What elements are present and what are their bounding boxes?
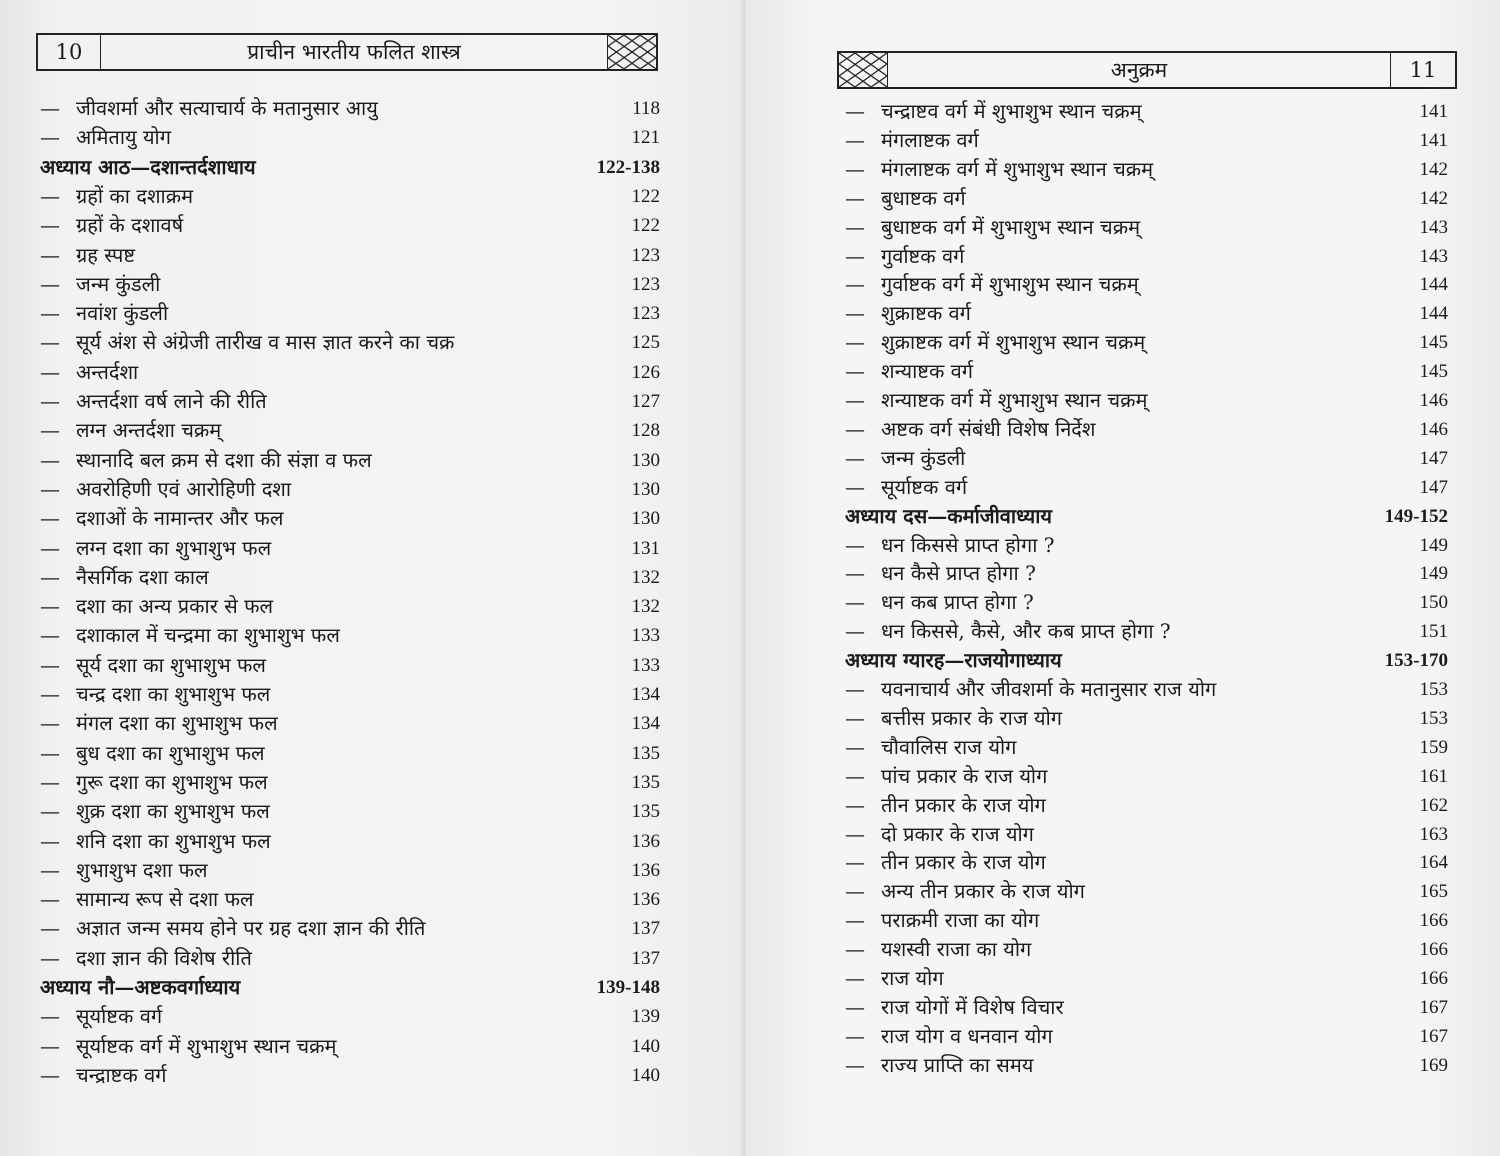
toc-entry-title: — तीन प्रकार के राज योग xyxy=(845,791,1046,820)
toc-entry xyxy=(40,475,660,504)
toc-entry xyxy=(845,444,1448,473)
toc-entry-title: — शुक्र दशा का शुभाशुभ फल xyxy=(40,797,270,826)
toc-entry xyxy=(845,848,1448,877)
toc-entry xyxy=(845,357,1448,386)
toc-entry xyxy=(845,964,1448,993)
toc-entry-page: 143 xyxy=(1419,216,1448,238)
toc-entry xyxy=(845,993,1448,1022)
toc-entry xyxy=(40,328,660,357)
toc-entry-title: — दशाकाल में चन्द्रमा का शुभाशुभ फल xyxy=(40,621,340,650)
toc-entry-page: 166 xyxy=(1419,939,1448,961)
toc-entry-page: 167 xyxy=(1419,996,1448,1018)
toc-entry-page: 149 xyxy=(1419,563,1448,585)
toc-entry-page: 144 xyxy=(1419,274,1448,296)
left-page-header xyxy=(36,33,658,71)
toc-chapter-heading xyxy=(40,153,660,182)
toc-entry-page: 139 xyxy=(631,1006,660,1028)
toc-entry-title: — शनि दशा का शुभाशुभ फल xyxy=(40,827,271,856)
toc-entry-title: — यशस्वी राजा का योग xyxy=(845,935,1031,964)
toc-entry-page: 145 xyxy=(1419,332,1448,354)
toc-entry-title: — ग्रह स्पष्ट xyxy=(40,241,135,270)
toc-entry xyxy=(40,563,660,592)
toc-entry xyxy=(40,827,660,856)
left-running-title: प्राचीन भारतीय फलित शास्त्र xyxy=(101,35,608,69)
right-running-title: अनुक्रम xyxy=(888,53,1391,87)
toc-entry xyxy=(845,559,1448,588)
toc-chapter-heading xyxy=(40,973,660,1002)
toc-entry-title: — जन्म कुंडली xyxy=(845,444,965,473)
right-page xyxy=(745,0,1500,1156)
toc-entry-page: 130 xyxy=(631,508,660,530)
toc-entry xyxy=(845,473,1448,502)
toc-entry-title: — गुर्वाष्टक वर्ग में शुभाशुभ स्थान चक्रम् xyxy=(845,270,1139,299)
toc-entry-page: 130 xyxy=(631,478,660,500)
toc-entry-page: 130 xyxy=(631,449,660,471)
toc-entry-page: 167 xyxy=(1419,1025,1448,1047)
toc-entry-page: 146 xyxy=(1419,390,1448,411)
toc-entry-title: — ग्रहों का दशाक्रम xyxy=(40,182,193,211)
toc-entry-title: — चन्द्राष्टव वर्ग में शुभाशुभ स्थान चक्रम् xyxy=(845,97,1142,126)
toc-entry-title: — धन किससे प्राप्त होगा ? xyxy=(845,531,1055,560)
toc-entry xyxy=(40,1032,660,1061)
toc-entry-title: — बत्तीस प्रकार के राज योग xyxy=(845,704,1062,733)
right-page-header xyxy=(837,51,1457,89)
toc-entry-title: — जीवशर्मा और सत्याचार्य के मतानुसार आयु xyxy=(40,94,378,123)
toc-entry xyxy=(845,531,1448,560)
toc-entry-title: अध्याय आठ—दशान्तर्दशाधाय xyxy=(40,154,256,179)
toc-entry xyxy=(845,155,1448,184)
toc-entry xyxy=(845,328,1448,357)
toc-entry-title: — शुक्राष्टक वर्ग में शुभाशुभ स्थान चक्रम् xyxy=(845,328,1145,357)
toc-entry-title: — यवनाचार्य और जीवशर्मा के मतानुसार राज योग xyxy=(845,675,1216,704)
toc-entry xyxy=(845,213,1448,242)
toc-entry-title: — सूर्य अंश से अंग्रेजी तारीख व मास ज्ञात करने का चक्र xyxy=(40,328,454,357)
toc-entry-page: 153 xyxy=(1419,707,1448,729)
toc-entry-page: 123 xyxy=(631,244,660,266)
toc-entry xyxy=(40,944,660,973)
toc-entry xyxy=(40,387,660,416)
toc-entry xyxy=(845,617,1448,646)
toc-entry xyxy=(40,914,660,943)
toc-entry-title: — राज योग व धनवान योग xyxy=(845,1022,1053,1051)
toc-entry-page: 153 xyxy=(1419,679,1448,700)
toc-entry-page: 145 xyxy=(1419,361,1448,383)
toc-entry-title: — धन कैसे प्राप्त होगा ? xyxy=(845,559,1036,588)
toc-entry-page: 147 xyxy=(1419,476,1448,498)
toc-entry-page: 142 xyxy=(1419,187,1448,209)
toc-entry-title: — अन्तर्दशा xyxy=(40,358,138,387)
toc-entry-page: 159 xyxy=(1419,736,1448,758)
toc-entry-title: — दशा का अन्य प्रकार से फल xyxy=(40,592,273,621)
toc-entry-title: — दशा ज्ञान की विशेष रीति xyxy=(40,944,252,973)
toc-entry xyxy=(845,935,1448,964)
toc-entry-title: — अमितायु योग xyxy=(40,123,171,152)
toc-entry xyxy=(40,446,660,475)
toc-entry-title: — राज्य प्राप्ति का समय xyxy=(845,1051,1033,1080)
toc-entry xyxy=(845,877,1448,906)
toc-entry xyxy=(845,299,1448,328)
toc-entry xyxy=(845,1022,1448,1051)
toc-entry-title: — शन्याष्टक वर्ग में शुभाशुभ स्थान चक्रम् xyxy=(845,386,1147,415)
toc-entry-page: 136 xyxy=(631,859,660,881)
toc-entry-title: — नैसर्गिक दशा काल xyxy=(40,563,209,592)
toc-entry xyxy=(40,797,660,826)
toc-entry-page: 166 xyxy=(1419,910,1448,932)
toc-entry xyxy=(845,242,1448,271)
toc-entry-page: 126 xyxy=(631,361,660,383)
toc-entry-title: — चन्द्राष्टक वर्ग xyxy=(40,1061,166,1090)
toc-entry xyxy=(40,94,660,123)
toc-entry-title: — अवरोहिणी एवं आरोहिणी दशा xyxy=(40,475,291,504)
toc-entry xyxy=(40,241,660,270)
toc-entry xyxy=(845,184,1448,213)
toc-entry-page: 141 xyxy=(1419,101,1448,122)
toc-entry xyxy=(845,588,1448,617)
toc-entry-title: — मंगलाष्टक वर्ग xyxy=(845,126,979,155)
toc-entry-page: 122 xyxy=(631,215,660,237)
toc-entry xyxy=(40,856,660,885)
toc-entry xyxy=(845,386,1448,415)
toc-entry-title: — अज्ञात जन्म समय होने पर ग्रह दशा ज्ञान की रीति xyxy=(40,914,425,943)
toc-entry-title: — धन कब प्राप्त होगा ? xyxy=(845,588,1034,617)
toc-entry-page: 137 xyxy=(631,947,660,969)
toc-entry-page: 132 xyxy=(631,566,660,588)
toc-entry-title: — जन्म कुंडली xyxy=(40,270,160,299)
toc-entry-title: — राज योग xyxy=(845,964,944,993)
toc-entry-title: — राज योगों में विशेष विचार xyxy=(845,993,1064,1022)
toc-entry-page: 161 xyxy=(1419,765,1448,787)
toc-entry-page: 139-148 xyxy=(596,977,660,998)
toc-entry xyxy=(845,97,1448,126)
toc-entry-page: 149 xyxy=(1419,534,1448,556)
toc-entry-title: — लग्न अन्तर्दशा चक्रम् xyxy=(40,416,221,445)
toc-entry-title: — गुरू दशा का शुभाशुभ फल xyxy=(40,768,268,797)
toc-entry xyxy=(40,768,660,797)
toc-entry-title: — लग्न दशा का शुभाशुभ फल xyxy=(40,534,271,563)
toc-entry-page: 131 xyxy=(631,537,660,559)
toc-entry-page: 136 xyxy=(631,830,660,852)
toc-entry xyxy=(845,1051,1448,1080)
toc-entry-title: — तीन प्रकार के राज योग xyxy=(845,848,1046,877)
toc-entry-title: — अन्तर्दशा वर्ष लाने की रीति xyxy=(40,387,267,416)
toc-entry-title: — अन्य तीन प्रकार के राज योग xyxy=(845,877,1085,906)
toc-entry-page: 135 xyxy=(631,771,660,793)
crosshatch-ornament-icon xyxy=(839,53,888,87)
toc-entry xyxy=(845,415,1448,444)
toc-entry xyxy=(40,123,660,152)
toc-entry-title: — बुधाष्टक वर्ग xyxy=(845,184,966,213)
toc-chapter-heading xyxy=(845,502,1448,531)
toc-entry-page: 143 xyxy=(1419,245,1448,267)
toc-entry-title: — बुध दशा का शुभाशुभ फल xyxy=(40,739,265,768)
toc-entry-page: 134 xyxy=(631,713,660,735)
toc-entry-page: 146 xyxy=(1419,418,1448,440)
toc-entry-title: — पराक्रमी राजा का योग xyxy=(845,906,1039,935)
toc-entry-page: 169 xyxy=(1419,1054,1448,1076)
toc-entry-page: 140 xyxy=(631,1064,660,1086)
toc-entry xyxy=(40,1002,660,1031)
toc-entry-title: — सूर्याष्टक वर्ग में शुभाशुभ स्थान चक्रम् xyxy=(40,1032,336,1061)
toc-entry-page: 136 xyxy=(631,889,660,911)
toc-entry-title: अध्याय ग्यारह—राजयोगाध्याय xyxy=(845,648,1062,673)
toc-entry-page: 132 xyxy=(631,596,660,618)
toc-entry xyxy=(40,592,660,621)
toc-entry-title: — मंगलाष्टक वर्ग में शुभाशुभ स्थान चक्रम् xyxy=(845,155,1153,184)
toc-entry xyxy=(40,358,660,387)
toc-entry-page: 128 xyxy=(631,420,660,442)
toc-entry-page: 123 xyxy=(631,273,660,295)
toc-entry-page: 144 xyxy=(1419,303,1448,325)
toc-entry-page: 133 xyxy=(631,654,660,676)
toc-entry xyxy=(40,299,660,328)
toc-entry-title: — धन किससे, कैसे, और कब प्राप्त होगा ? xyxy=(845,617,1171,646)
toc-entry xyxy=(845,820,1448,849)
toc-entry-page: 122 xyxy=(631,185,660,207)
toc-entry xyxy=(40,651,660,680)
toc-entry-title: — सूर्य दशा का शुभाशुभ फल xyxy=(40,651,266,680)
toc-entry-title: — शन्याष्टक वर्ग xyxy=(845,357,973,386)
toc-entry xyxy=(40,739,660,768)
toc-entry-title: — स्थानादि बल क्रम से दशा की संज्ञा व फल xyxy=(40,446,372,475)
toc-entry-title: — शुक्राष्टक वर्ग xyxy=(845,299,971,328)
toc-entry-page: 149-152 xyxy=(1384,505,1448,527)
toc-entry xyxy=(40,621,660,650)
toc-entry-page: 137 xyxy=(631,918,660,940)
toc-entry-title: अध्याय नौ—अष्टकवर्गाध्याय xyxy=(40,975,241,999)
toc-entry-title: अध्याय दस—कर्माजीवाध्याय xyxy=(845,503,1053,528)
toc-entry-page: 133 xyxy=(631,625,660,647)
toc-entry xyxy=(40,211,660,240)
toc-entry-page: 125 xyxy=(631,332,660,354)
toc-entry xyxy=(40,504,660,533)
toc-entry xyxy=(40,270,660,299)
toc-entry xyxy=(40,1061,660,1090)
toc-entry xyxy=(40,709,660,738)
toc-entry-page: 150 xyxy=(1419,592,1448,614)
toc-entry-page: 122-138 xyxy=(596,156,660,178)
toc-entry xyxy=(845,126,1448,155)
toc-entry-page: 142 xyxy=(1419,158,1448,180)
toc-entry-page: 147 xyxy=(1419,447,1448,469)
toc-entry-page: 166 xyxy=(1419,968,1448,989)
toc-entry xyxy=(40,680,660,709)
toc-entry-title: — सूर्याष्टक वर्ग xyxy=(40,1002,162,1031)
toc-entry-title: — गुर्वाष्टक वर्ग xyxy=(845,242,964,271)
toc-entry-title: — शुभाशुभ दशा फल xyxy=(40,856,208,885)
toc-entry-title: — चन्द्र दशा का शुभाशुभ फल xyxy=(40,680,270,709)
toc-entry xyxy=(845,733,1448,762)
toc-entry-page: 134 xyxy=(631,684,660,705)
toc-entry-title: — दशाओं के नामान्तर और फल xyxy=(40,504,283,533)
right-page-number: 11 xyxy=(1409,58,1437,82)
toc-entry-page: 165 xyxy=(1419,881,1448,903)
toc-entry-title: — बुधाष्टक वर्ग में शुभाशुभ स्थान चक्रम् xyxy=(845,213,1140,242)
toc-entry-page: 141 xyxy=(1419,129,1448,151)
left-page xyxy=(0,0,745,1156)
toc-entry-page: 162 xyxy=(1419,794,1448,816)
toc-entry-title: — सूर्याष्टक वर्ग xyxy=(845,473,967,502)
toc-entry-page: 135 xyxy=(631,742,660,764)
toc-entry-page: 151 xyxy=(1419,621,1448,643)
toc-entry-title: — अष्टक वर्ग संबंधी विशेष निर्देश xyxy=(845,415,1096,444)
left-page-number: 10 xyxy=(38,35,101,69)
toc-entry-page: 163 xyxy=(1419,823,1448,845)
toc-entry-page: 118 xyxy=(632,98,660,119)
toc-entry xyxy=(845,791,1448,820)
toc-entry-title: — पांच प्रकार के राज योग xyxy=(845,762,1047,791)
toc-entry xyxy=(845,675,1448,704)
toc-entry-page: 121 xyxy=(631,127,660,149)
toc-entry xyxy=(40,182,660,211)
toc-entry-title: — मंगल दशा का शुभाशुभ फल xyxy=(40,709,278,738)
toc-entry-page: 153-170 xyxy=(1384,650,1448,672)
toc-chapter-heading xyxy=(845,646,1448,675)
toc-entry-title: — नवांश कुंडली xyxy=(40,299,168,328)
toc-entry xyxy=(845,762,1448,791)
toc-entry-page: 123 xyxy=(631,303,660,325)
toc-entry xyxy=(40,885,660,914)
toc-entry xyxy=(845,906,1448,935)
toc-entry xyxy=(40,416,660,445)
crosshatch-ornament-icon xyxy=(608,35,656,69)
toc-entry xyxy=(845,704,1448,733)
toc-entry-title: — दो प्रकार के राज योग xyxy=(845,820,1034,849)
toc-entry-page: 135 xyxy=(631,801,660,823)
toc-entry-page: 164 xyxy=(1419,852,1448,874)
toc-entry-title: — चौवालिस राज योग xyxy=(845,733,1016,762)
toc-entry-page: 140 xyxy=(631,1035,660,1057)
toc-entry xyxy=(845,270,1448,299)
toc-entry-page: 127 xyxy=(631,391,660,412)
toc-entry-title: — ग्रहों के दशावर्ष xyxy=(40,211,183,240)
toc-entry xyxy=(40,534,660,563)
toc-entry-title: — सामान्य रूप से दशा फल xyxy=(40,885,254,914)
